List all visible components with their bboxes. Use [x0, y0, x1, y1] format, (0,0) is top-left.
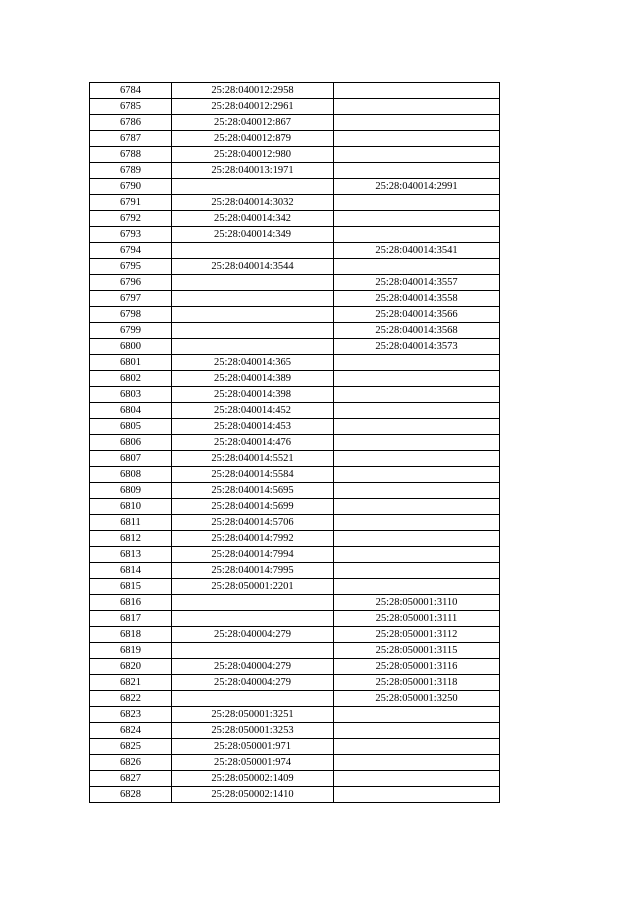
related-cadastral-number-cell	[334, 579, 500, 595]
cadastral-number-cell	[172, 243, 334, 259]
row-number-cell: 6803	[90, 387, 172, 403]
table-row	[90, 451, 500, 467]
related-cadastral-number-cell	[334, 451, 500, 467]
row-number-cell: 6812	[90, 531, 172, 547]
row-number-cell: 6801	[90, 355, 172, 371]
row-number-cell: 6815	[90, 579, 172, 595]
row-number-cell: 6816	[90, 595, 172, 611]
row-number-cell: 6792	[90, 211, 172, 227]
cadastral-number-cell: 25:28:050001:2201	[172, 579, 334, 595]
cadastral-number-cell: 25:28:050001:3253	[172, 723, 334, 739]
cadastral-number-cell: 25:28:040004:279	[172, 675, 334, 691]
related-cadastral-number-cell	[334, 195, 500, 211]
related-cadastral-number-cell: 25:28:040014:3566	[334, 307, 500, 323]
related-cadastral-number-cell	[334, 83, 500, 99]
related-cadastral-number-cell: 25:28:040014:3541	[334, 243, 500, 259]
row-number-cell: 6790	[90, 179, 172, 195]
table-row	[90, 499, 500, 515]
cadastral-number-cell: 25:28:040014:5521	[172, 451, 334, 467]
cadastral-number-cell: 25:28:040013:1971	[172, 163, 334, 179]
cadastral-number-cell: 25:28:040014:365	[172, 355, 334, 371]
related-cadastral-number-cell	[334, 147, 500, 163]
row-number-cell: 6818	[90, 627, 172, 643]
row-number-cell: 6806	[90, 435, 172, 451]
table-row	[90, 163, 500, 179]
cadastral-number-cell	[172, 291, 334, 307]
related-cadastral-number-cell: 25:28:050001:3116	[334, 659, 500, 675]
row-number-cell: 6813	[90, 547, 172, 563]
row-number-cell: 6808	[90, 467, 172, 483]
cadastral-number-cell: 25:28:050001:971	[172, 739, 334, 755]
cadastral-number-cell: 25:28:040014:5699	[172, 499, 334, 515]
related-cadastral-number-cell	[334, 531, 500, 547]
related-cadastral-number-cell	[334, 467, 500, 483]
related-cadastral-number-cell	[334, 259, 500, 275]
cadastral-number-cell	[172, 643, 334, 659]
cadastral-number-cell	[172, 595, 334, 611]
table-row	[90, 739, 500, 755]
table-row	[90, 579, 500, 595]
table-row	[90, 723, 500, 739]
related-cadastral-number-cell	[334, 227, 500, 243]
related-cadastral-number-cell	[334, 563, 500, 579]
row-number-cell: 6789	[90, 163, 172, 179]
table-row	[90, 83, 500, 99]
table-row	[90, 147, 500, 163]
row-number-cell: 6795	[90, 259, 172, 275]
related-cadastral-number-cell	[334, 739, 500, 755]
row-number-cell: 6785	[90, 99, 172, 115]
table-row	[90, 755, 500, 771]
table-row	[90, 675, 500, 691]
row-number-cell: 6786	[90, 115, 172, 131]
related-cadastral-number-cell	[334, 419, 500, 435]
related-cadastral-number-cell	[334, 771, 500, 787]
row-number-cell: 6807	[90, 451, 172, 467]
cadastral-number-cell: 25:28:040014:7992	[172, 531, 334, 547]
row-number-cell: 6805	[90, 419, 172, 435]
related-cadastral-number-cell	[334, 435, 500, 451]
row-number-cell: 6811	[90, 515, 172, 531]
related-cadastral-number-cell: 25:28:040014:2991	[334, 179, 500, 195]
row-number-cell: 6823	[90, 707, 172, 723]
table-row	[90, 291, 500, 307]
cadastral-number-cell: 25:28:040014:398	[172, 387, 334, 403]
table-row	[90, 131, 500, 147]
table-row	[90, 259, 500, 275]
table-row	[90, 179, 500, 195]
table-row	[90, 339, 500, 355]
table-body	[90, 83, 500, 803]
row-number-cell: 6797	[90, 291, 172, 307]
row-number-cell: 6826	[90, 755, 172, 771]
related-cadastral-number-cell	[334, 211, 500, 227]
table-row	[90, 307, 500, 323]
related-cadastral-number-cell	[334, 547, 500, 563]
cadastral-number-cell: 25:28:040014:7995	[172, 563, 334, 579]
row-number-cell: 6800	[90, 339, 172, 355]
table-row	[90, 355, 500, 371]
cadastral-number-cell: 25:28:040014:7994	[172, 547, 334, 563]
cadastral-number-cell: 25:28:050002:1410	[172, 787, 334, 803]
table-row	[90, 691, 500, 707]
table-row	[90, 707, 500, 723]
cadastral-number-cell: 25:28:040004:279	[172, 627, 334, 643]
related-cadastral-number-cell	[334, 723, 500, 739]
cadastral-number-cell: 25:28:040014:5584	[172, 467, 334, 483]
table-row	[90, 643, 500, 659]
cadastral-number-cell: 25:28:040012:879	[172, 131, 334, 147]
row-number-cell: 6810	[90, 499, 172, 515]
related-cadastral-number-cell: 25:28:050001:3110	[334, 595, 500, 611]
row-number-cell: 6804	[90, 403, 172, 419]
related-cadastral-number-cell	[334, 707, 500, 723]
row-number-cell: 6796	[90, 275, 172, 291]
table-row	[90, 275, 500, 291]
cadastral-number-cell: 25:28:040014:5695	[172, 483, 334, 499]
table-row	[90, 435, 500, 451]
related-cadastral-number-cell: 25:28:040014:3568	[334, 323, 500, 339]
cadastral-number-cell	[172, 691, 334, 707]
table-row	[90, 659, 500, 675]
cadastral-number-cell: 25:28:050001:3251	[172, 707, 334, 723]
cadastral-number-cell: 25:28:050002:1409	[172, 771, 334, 787]
table-row	[90, 419, 500, 435]
cadastral-number-cell: 25:28:040014:452	[172, 403, 334, 419]
related-cadastral-number-cell: 25:28:040014:3558	[334, 291, 500, 307]
row-number-cell: 6824	[90, 723, 172, 739]
table-row	[90, 403, 500, 419]
related-cadastral-number-cell	[334, 787, 500, 803]
cadastral-number-cell: 25:28:040014:342	[172, 211, 334, 227]
cadastral-number-cell: 25:28:040012:2958	[172, 83, 334, 99]
table-row	[90, 227, 500, 243]
row-number-cell: 6825	[90, 739, 172, 755]
table-row	[90, 211, 500, 227]
related-cadastral-number-cell	[334, 403, 500, 419]
table-row	[90, 563, 500, 579]
cadastral-number-cell	[172, 179, 334, 195]
table-row	[90, 627, 500, 643]
row-number-cell: 6802	[90, 371, 172, 387]
related-cadastral-number-cell: 25:28:040014:3573	[334, 339, 500, 355]
cadastral-number-cell: 25:28:040014:453	[172, 419, 334, 435]
row-number-cell: 6819	[90, 643, 172, 659]
row-number-cell: 6821	[90, 675, 172, 691]
row-number-cell: 6814	[90, 563, 172, 579]
table-row	[90, 243, 500, 259]
table-row	[90, 387, 500, 403]
table-row	[90, 787, 500, 803]
related-cadastral-number-cell: 25:28:050001:3250	[334, 691, 500, 707]
related-cadastral-number-cell	[334, 387, 500, 403]
cadastral-number-cell: 25:28:040012:867	[172, 115, 334, 131]
table-row	[90, 611, 500, 627]
related-cadastral-number-cell	[334, 115, 500, 131]
table-row	[90, 371, 500, 387]
table-row	[90, 515, 500, 531]
cadastral-number-cell: 25:28:040014:349	[172, 227, 334, 243]
related-cadastral-number-cell	[334, 499, 500, 515]
row-number-cell: 6822	[90, 691, 172, 707]
row-number-cell: 6799	[90, 323, 172, 339]
row-number-cell: 6820	[90, 659, 172, 675]
table-row	[90, 547, 500, 563]
cadastral-number-cell: 25:28:040014:389	[172, 371, 334, 387]
row-number-cell: 6827	[90, 771, 172, 787]
table-row	[90, 595, 500, 611]
row-number-cell: 6828	[90, 787, 172, 803]
related-cadastral-number-cell	[334, 755, 500, 771]
related-cadastral-number-cell: 25:28:050001:3118	[334, 675, 500, 691]
related-cadastral-number-cell	[334, 355, 500, 371]
row-number-cell: 6793	[90, 227, 172, 243]
related-cadastral-number-cell	[334, 131, 500, 147]
table-row	[90, 323, 500, 339]
table-row	[90, 99, 500, 115]
cadastral-number-table	[89, 82, 500, 803]
related-cadastral-number-cell	[334, 163, 500, 179]
table-row	[90, 771, 500, 787]
cadastral-number-cell: 25:28:040012:980	[172, 147, 334, 163]
cadastral-number-cell	[172, 339, 334, 355]
related-cadastral-number-cell	[334, 371, 500, 387]
related-cadastral-number-cell	[334, 483, 500, 499]
row-number-cell: 6787	[90, 131, 172, 147]
cadastral-number-cell: 25:28:050001:974	[172, 755, 334, 771]
related-cadastral-number-cell	[334, 515, 500, 531]
cadastral-number-cell	[172, 323, 334, 339]
row-number-cell: 6791	[90, 195, 172, 211]
cadastral-number-cell: 25:28:040014:3544	[172, 259, 334, 275]
cadastral-number-cell	[172, 275, 334, 291]
cadastral-number-cell: 25:28:040014:476	[172, 435, 334, 451]
table-row	[90, 195, 500, 211]
related-cadastral-number-cell: 25:28:050001:3111	[334, 611, 500, 627]
row-number-cell: 6817	[90, 611, 172, 627]
cadastral-number-cell: 25:28:040004:279	[172, 659, 334, 675]
cadastral-number-cell	[172, 611, 334, 627]
cadastral-number-cell: 25:28:040014:3032	[172, 195, 334, 211]
row-number-cell: 6784	[90, 83, 172, 99]
row-number-cell: 6794	[90, 243, 172, 259]
row-number-cell: 6788	[90, 147, 172, 163]
related-cadastral-number-cell	[334, 99, 500, 115]
row-number-cell: 6798	[90, 307, 172, 323]
cadastral-number-cell: 25:28:040012:2961	[172, 99, 334, 115]
related-cadastral-number-cell: 25:28:050001:3112	[334, 627, 500, 643]
table-row	[90, 483, 500, 499]
table-row	[90, 531, 500, 547]
related-cadastral-number-cell: 25:28:040014:3557	[334, 275, 500, 291]
table-row	[90, 115, 500, 131]
table-row	[90, 467, 500, 483]
related-cadastral-number-cell: 25:28:050001:3115	[334, 643, 500, 659]
cadastral-number-cell: 25:28:040014:5706	[172, 515, 334, 531]
cadastral-number-cell	[172, 307, 334, 323]
row-number-cell: 6809	[90, 483, 172, 499]
